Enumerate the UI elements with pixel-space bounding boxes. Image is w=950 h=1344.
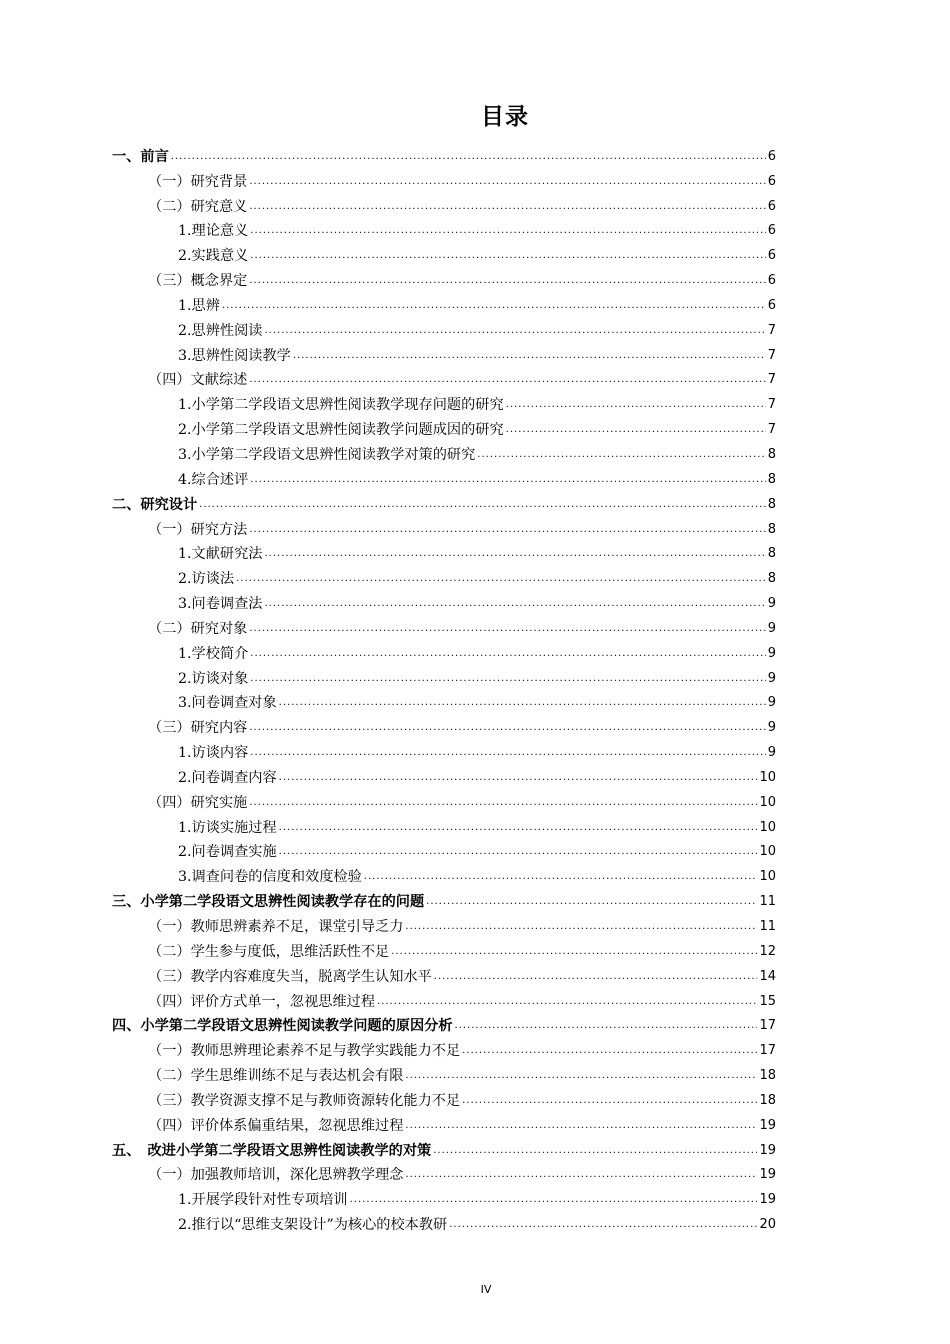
toc-entry-title: 1.理论意义: [178, 223, 249, 240]
toc-entry-page: 19: [759, 1142, 776, 1158]
toc-entry[interactable]: [112, 414, 776, 439]
dot-leader: [434, 968, 758, 986]
toc-entry-title: 五、 改进小学第二学段语文思辨性阅读教学的对策: [112, 1142, 432, 1159]
toc-entry-page: 6: [767, 273, 776, 289]
dot-leader: [455, 1017, 758, 1035]
toc-entry[interactable]: [112, 737, 776, 762]
toc-entry-page: 8: [767, 496, 776, 512]
toc-entry-title: （一）教师思辨理论素养不足与教学实践能力不足: [148, 1043, 461, 1060]
toc-entry-title: （二）研究对象: [148, 620, 248, 637]
toc-entry-title: 2.访谈对象: [178, 670, 249, 687]
toc-entry-title: （三）教学资源支撑不足与教师资源转化能力不足: [148, 1092, 461, 1109]
dot-leader: [462, 1042, 757, 1060]
toc-entry-title: 3.问卷调查对象: [178, 695, 277, 712]
dot-leader: [250, 247, 765, 265]
toc-entry[interactable]: [112, 861, 776, 886]
toc-entry-page: 20: [759, 1217, 776, 1233]
dot-leader: [249, 794, 757, 812]
dot-leader: [279, 769, 758, 787]
toc-entry[interactable]: [112, 1060, 776, 1085]
dot-leader: [377, 993, 757, 1011]
toc-entry-title: 2.问卷调查内容: [178, 769, 277, 786]
dot-leader: [405, 918, 757, 936]
toc-entry-page: 18: [759, 1092, 776, 1108]
toc-entry-title: 3.小学第二学段语文思辨性阅读教学对策的研究: [178, 446, 476, 463]
table-of-contents: [112, 141, 776, 1234]
toc-entry[interactable]: [112, 563, 776, 588]
toc-entry-page: 8: [767, 521, 776, 537]
toc-entry-title: 2.小学第二学段语文思辨性阅读教学问题成因的研究: [178, 422, 504, 439]
toc-entry-title: （三）教学内容难度失当，脱离学生认知水平: [148, 968, 432, 985]
dot-leader: [249, 521, 765, 539]
dot-leader: [222, 297, 766, 315]
toc-entry-title: 1.开展学段针对性专项培训: [178, 1192, 348, 1209]
dot-leader: [426, 893, 757, 911]
toc-entry-page: 8: [767, 546, 776, 562]
dot-leader: [264, 595, 765, 613]
page-number: IV: [480, 1283, 492, 1296]
toc-entry[interactable]: [112, 365, 776, 390]
toc-entry-page: 14: [759, 968, 776, 984]
toc-entry[interactable]: [112, 886, 776, 911]
toc-entry-page: 9: [767, 620, 776, 636]
toc-entry[interactable]: [112, 141, 776, 166]
toc-entry[interactable]: [112, 439, 776, 464]
toc-entry[interactable]: [112, 265, 776, 290]
toc-entry-title: 3.调查问卷的信度和效度检验: [178, 869, 362, 886]
toc-entry[interactable]: [112, 489, 776, 514]
dot-leader: [250, 471, 765, 489]
toc-entry[interactable]: [112, 191, 776, 216]
toc-entry-title: 1.学校简介: [178, 645, 249, 662]
toc-entry-page: 9: [767, 720, 776, 736]
dot-leader: [433, 1142, 757, 1160]
toc-entry-title: （一）加强教师培训，深化思辨教学理念: [148, 1167, 404, 1184]
dot-leader: [477, 446, 765, 464]
toc-entry[interactable]: [112, 1209, 776, 1234]
toc-entry-page: 8: [767, 471, 776, 487]
toc-entry-page: 9: [767, 670, 776, 686]
toc-entry[interactable]: [112, 389, 776, 414]
toc-entry-page: 10: [759, 844, 776, 860]
toc-entry-page: 6: [767, 173, 776, 189]
dot-leader: [405, 1117, 757, 1135]
toc-entry[interactable]: [112, 514, 776, 539]
toc-entry-page: 7: [767, 322, 776, 338]
dot-leader: [249, 198, 765, 216]
dot-leader: [264, 545, 765, 563]
toc-entry-page: 6: [767, 148, 776, 164]
toc-entry[interactable]: [112, 1135, 776, 1160]
toc-entry[interactable]: [112, 166, 776, 191]
toc-entry-title: 2.访谈法: [178, 571, 235, 588]
toc-entry[interactable]: [112, 1085, 776, 1110]
dot-leader: [249, 719, 765, 737]
toc-entry-title: （四）评价方式单一，忽视思维过程: [148, 993, 376, 1010]
toc-entry-title: （二）学生参与度低，思维活跃性不足: [148, 943, 390, 960]
toc-entry[interactable]: [112, 315, 776, 340]
toc-entry[interactable]: [112, 1011, 776, 1036]
toc-entry[interactable]: [112, 638, 776, 663]
dot-leader: [279, 843, 758, 861]
toc-entry-page: 18: [759, 1068, 776, 1084]
toc-entry-title: 2.问卷调查实施: [178, 844, 277, 861]
toc-entry-title: 3.问卷调查法: [178, 596, 263, 613]
toc-entry-title: （三）研究内容: [148, 720, 248, 737]
toc-entry-title: 3.思辨性阅读教学: [178, 347, 291, 364]
toc-entry-page: 7: [767, 372, 776, 388]
toc-entry-title: 1.访谈内容: [178, 745, 249, 762]
toc-entry-page: 9: [767, 596, 776, 612]
toc-entry[interactable]: [112, 613, 776, 638]
toc-entry-title: （二）研究意义: [148, 198, 248, 215]
dot-leader: [250, 744, 765, 762]
dot-leader: [250, 645, 765, 663]
toc-entry-page: 17: [759, 1018, 776, 1034]
toc-entry[interactable]: [112, 663, 776, 688]
toc-entry-title: 1.访谈实施过程: [178, 819, 277, 836]
toc-entry-page: 10: [759, 769, 776, 785]
dot-leader: [364, 868, 758, 886]
toc-entry-page: 19: [759, 1167, 776, 1183]
toc-entry-page: 10: [759, 794, 776, 810]
dot-leader: [249, 272, 765, 290]
toc-entry-title: 1.小学第二学段语文思辨性阅读教学现存问题的研究: [178, 397, 504, 414]
toc-entry-page: 17: [759, 1043, 776, 1059]
toc-entry-title: 4.综合述评: [178, 471, 249, 488]
toc-entry[interactable]: [112, 240, 776, 265]
toc-entry[interactable]: [112, 986, 776, 1011]
toc-entry[interactable]: [112, 340, 776, 365]
dot-leader: [449, 1216, 757, 1234]
toc-entry[interactable]: [112, 762, 776, 787]
toc-entry-page: 19: [759, 1117, 776, 1133]
toc-entry-title: 二、研究设计: [112, 496, 198, 513]
toc-entry-page: 10: [759, 869, 776, 885]
toc-entry[interactable]: [112, 1110, 776, 1135]
dot-leader: [391, 943, 757, 961]
toc-entry-title: 2.实践意义: [178, 248, 249, 265]
toc-entry-title: 四、小学第二学段语文思辨性阅读教学问题的原因分析: [112, 1018, 453, 1035]
toc-entry[interactable]: [112, 911, 776, 936]
toc-entry-page: 9: [767, 745, 776, 761]
dot-leader: [250, 222, 765, 240]
toc-entry[interactable]: [112, 1184, 776, 1209]
dot-leader: [506, 396, 766, 414]
dot-leader: [279, 819, 758, 837]
toc-entry-page: 6: [767, 297, 776, 313]
dot-leader: [279, 694, 766, 712]
toc-entry[interactable]: [112, 936, 776, 961]
dot-leader: [462, 1092, 757, 1110]
toc-entry[interactable]: [112, 712, 776, 737]
toc-entry-page: 7: [767, 397, 776, 413]
toc-entry[interactable]: [112, 1035, 776, 1060]
toc-entry-page: 9: [767, 695, 776, 711]
toc-entry-page: 11: [759, 919, 776, 934]
dot-leader: [249, 173, 765, 191]
toc-entry-title: 三、小学第二学段语文思辨性阅读教学存在的问题: [112, 894, 425, 911]
toc-entry-page: 12: [759, 943, 776, 959]
toc-entry-title: （一）研究方法: [148, 521, 248, 538]
toc-entry-title: 一、前言: [112, 148, 169, 165]
toc-entry[interactable]: [112, 812, 776, 837]
toc-entry[interactable]: [112, 961, 776, 986]
toc-entry-title: （四）评价体系偏重结果，忽视思维过程: [148, 1117, 404, 1134]
toc-entry-page: 9: [767, 645, 776, 661]
dot-leader: [199, 496, 766, 514]
toc-entry-title: （三）概念界定: [148, 273, 248, 290]
dot-leader: [264, 322, 765, 340]
toc-entry-title: 1.思辨: [178, 297, 220, 314]
dot-leader: [249, 620, 765, 638]
toc-entry-page: 6: [767, 248, 776, 264]
toc-entry[interactable]: [112, 837, 776, 862]
toc-entry[interactable]: [112, 1160, 776, 1185]
toc-entry-title: 1.文献研究法: [178, 546, 263, 563]
page-title: 目录: [481, 104, 529, 130]
toc-entry-page: 7: [767, 422, 776, 438]
toc-entry-title: （二）学生思维训练不足与表达机会有限: [148, 1068, 404, 1085]
toc-entry-title: （一）研究背景: [148, 173, 248, 190]
dot-leader: [405, 1067, 757, 1085]
dot-leader: [250, 670, 765, 688]
toc-entry[interactable]: [112, 464, 776, 489]
toc-entry-page: 7: [767, 347, 776, 363]
toc-entry-page: 15: [759, 993, 776, 1009]
dot-leader: [506, 421, 766, 439]
toc-entry-page: 10: [759, 819, 776, 835]
toc-entry[interactable]: [112, 588, 776, 613]
toc-entry-title: （一）教师思辨素养不足，课堂引导乏力: [148, 919, 404, 935]
toc-entry-page: 6: [767, 198, 776, 214]
toc-entry-page: 19: [759, 1192, 776, 1208]
toc-entry[interactable]: [112, 688, 776, 713]
toc-entry[interactable]: [112, 539, 776, 564]
dot-leader: [293, 347, 766, 365]
toc-entry-page: 8: [767, 571, 776, 587]
toc-entry-title: （四）研究实施: [148, 794, 248, 811]
toc-entry-title: （四）文献综述: [148, 372, 248, 389]
dot-leader: [350, 1191, 758, 1209]
dot-leader: [171, 148, 766, 166]
dot-leader: [249, 371, 765, 389]
dot-leader: [236, 570, 766, 588]
toc-entry[interactable]: [112, 216, 776, 241]
toc-entry-page: 8: [767, 446, 776, 462]
toc-entry[interactable]: [112, 787, 776, 812]
toc-entry[interactable]: [112, 290, 776, 315]
toc-entry-title: 2.思辨性阅读: [178, 322, 263, 339]
toc-entry-page: 6: [767, 223, 776, 239]
toc-entry-page: 11: [759, 894, 776, 910]
dot-leader: [405, 1166, 757, 1184]
toc-entry-title: 2.推行以“思维支架设计”为核心的校本教研: [178, 1217, 448, 1234]
